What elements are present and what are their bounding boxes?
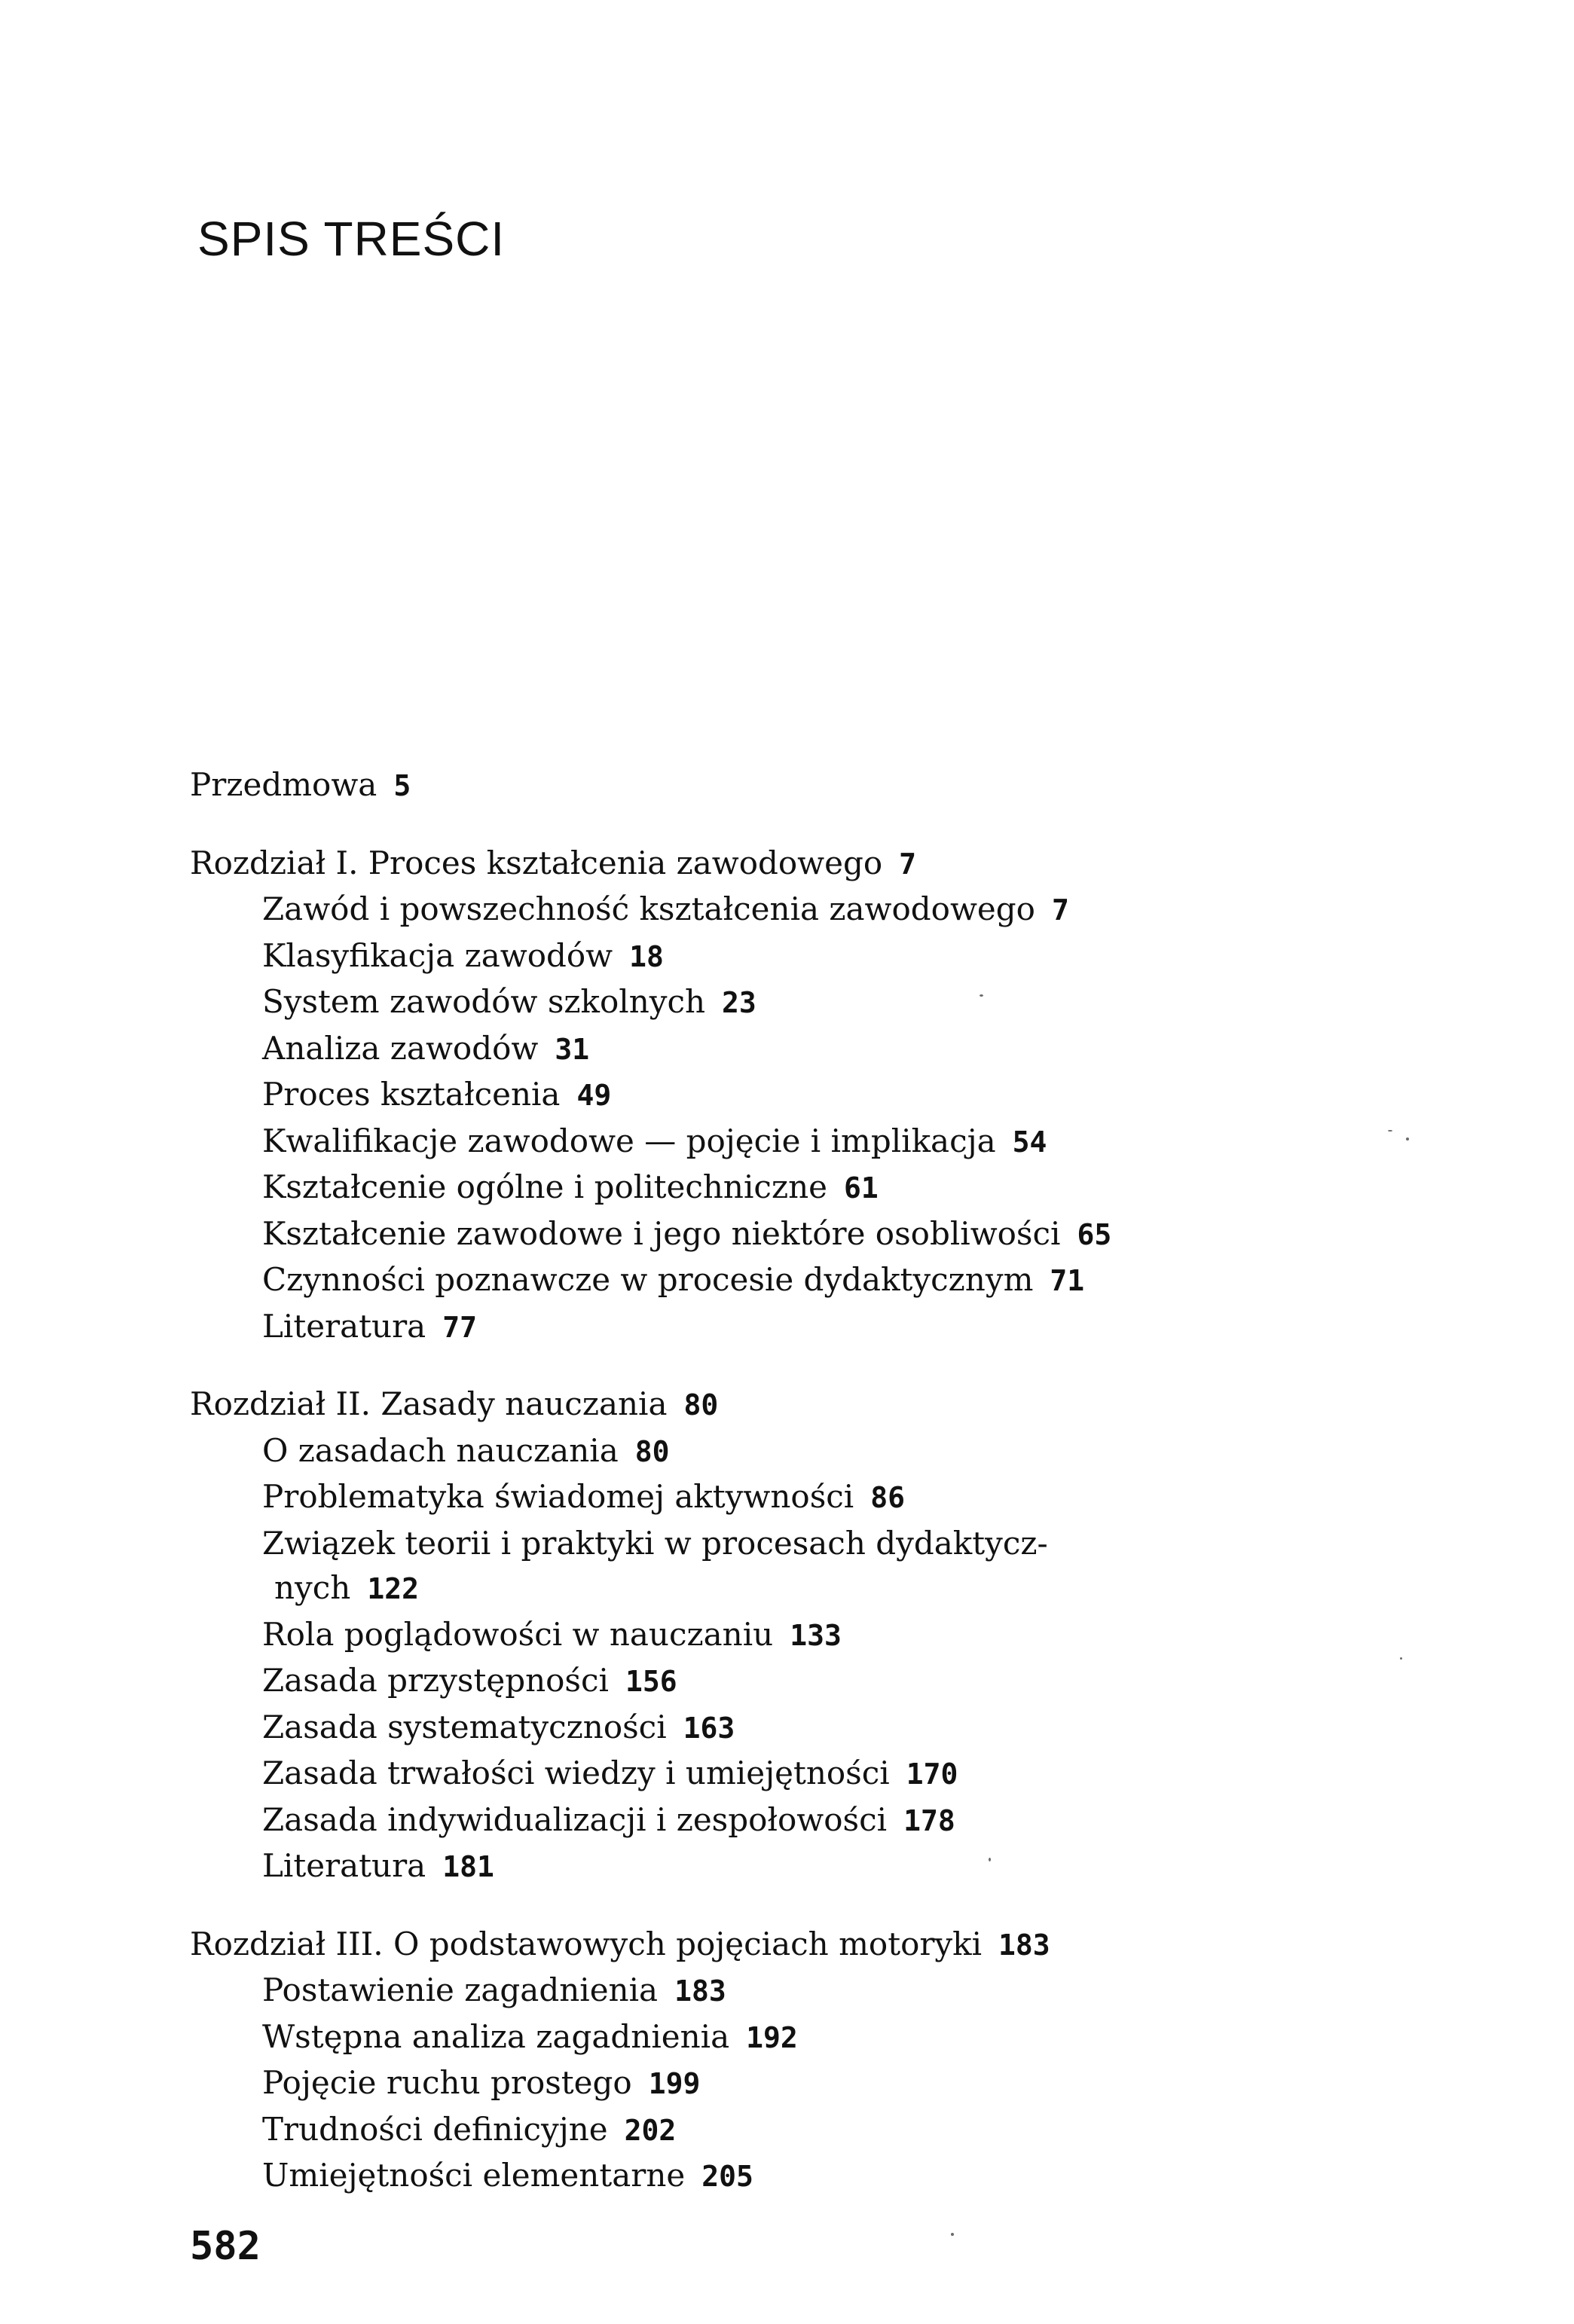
- toc-entry-text: Analiza zawodów: [262, 1029, 539, 1067]
- toc-entry: [190, 2060, 1245, 2107]
- scan-speck: [980, 994, 983, 997]
- toc-entry: [190, 1165, 1245, 1211]
- toc-entry: [190, 1521, 1245, 1566]
- toc-entry-text: Postawienie zagadnienia: [262, 1971, 659, 2008]
- toc-entry-text: Trudności definicyjne: [262, 2110, 608, 2148]
- toc-entry-text: Rozdział III. O podstawowych pojęciach motoryki: [190, 1925, 983, 1962]
- toc-preface-section: [190, 762, 1245, 809]
- toc-entry: [190, 1658, 1245, 1705]
- toc-entry-page: 61: [843, 1171, 879, 1205]
- toc-entry: [190, 1304, 1245, 1351]
- toc-entry: [190, 2014, 1245, 2061]
- toc-chapter-heading: [190, 1922, 1245, 1968]
- toc-entry: [190, 1612, 1245, 1659]
- toc-entry-text: Zasada indywidualizacji i zespołowości: [262, 1800, 888, 1838]
- toc-entry-text: Wstępna analiza zagadnienia: [262, 2017, 730, 2055]
- toc-entry: [190, 1751, 1245, 1797]
- toc-entry-text: Związek teorii i praktyki w procesach dydaktycz-: [262, 1524, 1048, 1562]
- toc-entry-text: Rozdział I. Proces kształcenia zawodowego: [190, 844, 883, 881]
- toc-entry-page: 18: [629, 939, 664, 973]
- toc-entry-text: Czynności poznawcze w procesie dydaktycznym: [262, 1261, 1034, 1298]
- toc-entry-page: 183: [674, 1974, 726, 2008]
- toc-entry-text: Problematyka świadomej aktywności: [262, 1478, 854, 1515]
- toc-entry-text: Rozdział II. Zasady nauczania: [190, 1385, 668, 1422]
- toc-entry-text: Przedmowa: [190, 766, 377, 803]
- toc-entry-page: 23: [722, 986, 756, 1019]
- toc-chapter-3: [190, 1922, 1245, 2200]
- toc-entry-text: Kwalifikacje zawodowe — pojęcie i implikacja: [262, 1122, 996, 1159]
- toc-entry: [190, 2107, 1245, 2154]
- toc-entry: [190, 1797, 1245, 1844]
- scan-speck: [989, 1858, 991, 1861]
- toc-entry-text: Proces kształcenia: [262, 1076, 561, 1113]
- toc-entry-page: 183: [998, 1928, 1050, 1962]
- page-title: SPIS TREŚCI: [197, 212, 506, 266]
- toc-chapter-1: [190, 841, 1245, 1351]
- table-of-contents: [190, 762, 1245, 2200]
- toc-entry-page: 77: [442, 1310, 477, 1344]
- toc-entry-text: Umiejętności elementarne: [262, 2157, 686, 2194]
- toc-entry-page: 7: [1051, 893, 1069, 927]
- toc-entry-preface: [190, 762, 1245, 809]
- toc-entry-page: 170: [906, 1758, 958, 1791]
- toc-chapter-2: [190, 1382, 1245, 1890]
- toc-entry-page: 80: [634, 1434, 670, 1468]
- scan-speck: [951, 2233, 954, 2236]
- scan-speck: [1406, 1138, 1409, 1141]
- toc-entry: [190, 1843, 1245, 1890]
- toc-entry-page: 202: [624, 2113, 677, 2147]
- toc-entry-text: nych: [274, 1569, 351, 1606]
- toc-entry-text: Kształcenie ogólne i politechniczne: [262, 1168, 827, 1205]
- toc-entry-text: Zasada przystępności: [262, 1662, 609, 1699]
- toc-entry: [190, 1257, 1245, 1304]
- toc-entry: [190, 1705, 1245, 1751]
- toc-entry-page: 156: [625, 1665, 677, 1698]
- toc-entry: [190, 1211, 1245, 1258]
- toc-entry-page: 178: [903, 1803, 955, 1837]
- toc-entry-text: O zasadach nauczania: [262, 1431, 619, 1469]
- toc-entry-page: 205: [701, 2160, 753, 2193]
- toc-chapter-heading: [190, 1382, 1245, 1428]
- toc-entry-page: 181: [442, 1850, 494, 1883]
- toc-entry-page: 163: [683, 1711, 735, 1745]
- toc-entry-continuation: [190, 1565, 1245, 1612]
- toc-entry-text: Zawód i powszechność kształcenia zawodowego: [262, 890, 1035, 927]
- toc-entry: [190, 1026, 1245, 1073]
- toc-entry-page: 80: [683, 1388, 719, 1422]
- toc-entry-page: 199: [648, 2067, 701, 2100]
- toc-entry-page: 65: [1077, 1217, 1112, 1251]
- page-number: 582: [190, 2224, 261, 2269]
- toc-entry: [190, 1119, 1245, 1165]
- toc-entry-page: 192: [746, 2020, 798, 2054]
- toc-entry: [190, 1474, 1245, 1521]
- toc-entry-page: 122: [367, 1572, 419, 1605]
- toc-entry-text: Literatura: [262, 1307, 426, 1345]
- toc-entry: [190, 933, 1245, 980]
- toc-entry: [190, 979, 1245, 1026]
- toc-entry: [190, 1428, 1245, 1475]
- toc-entry-page: 71: [1050, 1264, 1085, 1297]
- scan-speck: [1388, 1130, 1392, 1131]
- toc-entry-text: Rola poglądowości w nauczaniu: [262, 1615, 774, 1653]
- toc-entry-page: 133: [790, 1618, 842, 1652]
- toc-entry-text: System zawodów szkolnych: [262, 983, 706, 1020]
- toc-entry-page: 86: [870, 1481, 905, 1514]
- toc-entry-text: Klasyfikacja zawodów: [262, 936, 613, 974]
- toc-chapter-heading: [190, 841, 1245, 887]
- toc-entry-text: Kształcenie zawodowe i jego niektóre osobliwości: [262, 1214, 1061, 1252]
- toc-entry-page: 49: [576, 1079, 612, 1112]
- toc-entry: [190, 1072, 1245, 1119]
- toc-entry-text: Zasada trwałości wiedzy i umiejętności: [262, 1754, 890, 1791]
- toc-entry-text: Pojęcie ruchu prostego: [262, 2064, 632, 2101]
- scan-speck: [1400, 1657, 1402, 1660]
- toc-entry-text: Literatura: [262, 1847, 426, 1884]
- toc-entry-page: 5: [393, 769, 411, 802]
- toc-entry: [190, 887, 1245, 933]
- toc-entry-page: 54: [1012, 1125, 1047, 1159]
- toc-entry: [190, 1968, 1245, 2014]
- toc-entry-page: 31: [555, 1032, 590, 1066]
- toc-entry-text: Zasada systematyczności: [262, 1708, 667, 1745]
- toc-entry: [190, 2153, 1245, 2200]
- toc-entry-page: 7: [899, 847, 917, 881]
